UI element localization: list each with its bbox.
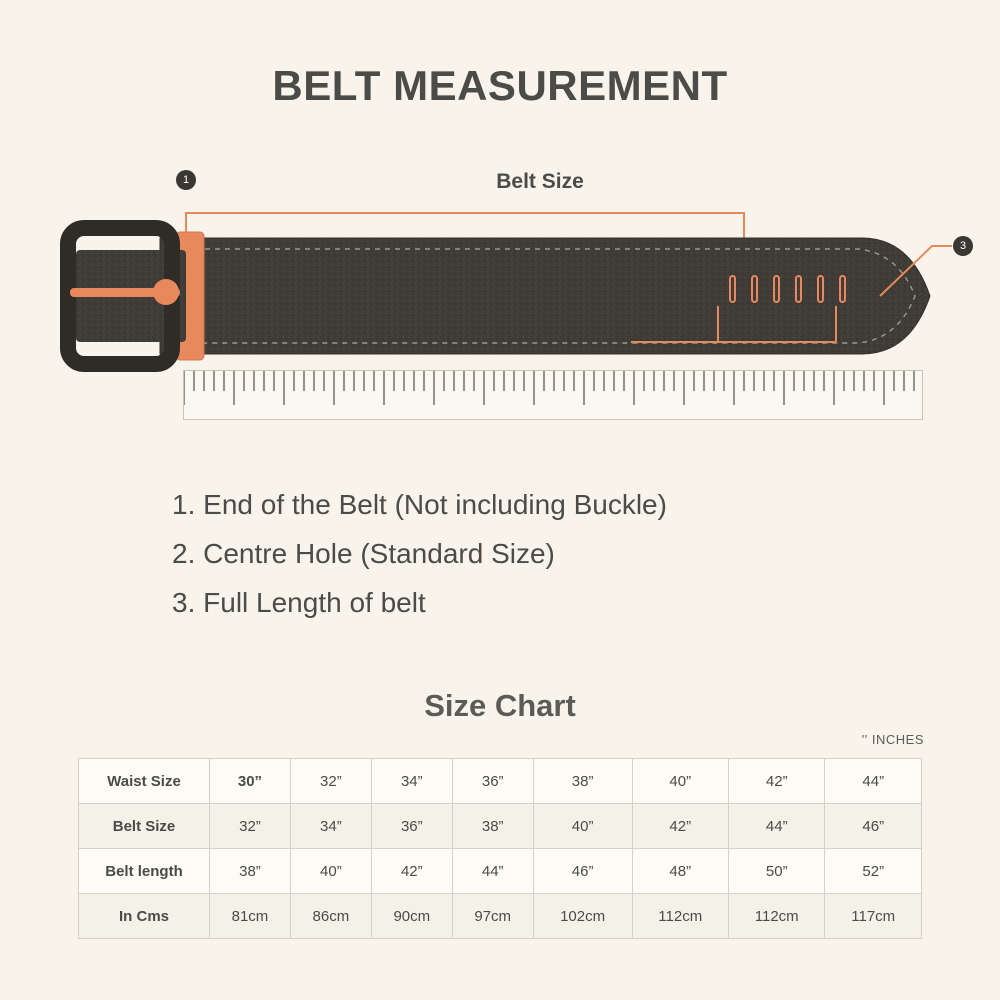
table-cell: 38” — [452, 804, 533, 849]
legend-text: End of the Belt (Not including Buckle) — [203, 489, 667, 520]
table-row — [79, 759, 922, 804]
table-cell: 34” — [371, 759, 452, 804]
table-cell: 42” — [632, 804, 728, 849]
table-cell: 117cm — [825, 894, 922, 939]
list-item — [172, 480, 872, 529]
table-row — [79, 849, 922, 894]
callout-badge-1: 1 — [176, 170, 196, 190]
table-cell: 36” — [371, 804, 452, 849]
list-item — [172, 529, 872, 578]
legend-text: Centre Hole (Standard Size) — [203, 538, 555, 569]
legend-list — [172, 480, 872, 627]
table-cell: 42” — [729, 759, 825, 804]
table-cell: 112cm — [632, 894, 728, 939]
table-row — [79, 804, 922, 849]
table-cell: 86cm — [290, 894, 371, 939]
size-chart-unit-note: '' INCHES — [861, 732, 924, 747]
legend-number: 2. — [172, 538, 196, 569]
table-cell: 112cm — [729, 894, 825, 939]
row-header: Belt length — [79, 849, 210, 894]
table-cell: 42” — [371, 849, 452, 894]
table-cell: 34” — [290, 804, 371, 849]
table-cell: 38” — [533, 759, 632, 804]
table-cell: 38” — [210, 849, 291, 894]
legend-number: 3. — [172, 587, 196, 618]
table-cell: 46” — [825, 804, 922, 849]
table-cell: 32” — [210, 804, 291, 849]
table-cell: 81cm — [210, 894, 291, 939]
legend-text: Full Length of belt — [203, 587, 426, 618]
table-cell: 30” — [210, 759, 291, 804]
table-cell: 90cm — [371, 894, 452, 939]
table-cell: 44” — [729, 804, 825, 849]
row-header: Belt Size — [79, 804, 210, 849]
size-chart-table — [78, 758, 922, 939]
table-cell: 40” — [290, 849, 371, 894]
table-cell: 40” — [533, 804, 632, 849]
table-cell: 46” — [533, 849, 632, 894]
size-chart-title: Size Chart — [424, 688, 576, 723]
table-cell: 32” — [290, 759, 371, 804]
legend-number: 1. — [172, 489, 196, 520]
table-cell: 44” — [452, 849, 533, 894]
row-header: Waist Size — [79, 759, 210, 804]
row-header: In Cms — [79, 894, 210, 939]
table-cell: 44” — [825, 759, 922, 804]
belt-size-label: Belt Size — [496, 170, 584, 193]
table-cell: 50” — [729, 849, 825, 894]
page-title: BELT MEASUREMENT — [272, 62, 728, 109]
table-cell: 48” — [632, 849, 728, 894]
ruler-graphic — [183, 370, 923, 420]
table-cell: 97cm — [452, 894, 533, 939]
table-cell: 36” — [452, 759, 533, 804]
table-row — [79, 894, 922, 939]
table-cell: 52” — [825, 849, 922, 894]
callout-badge-3: 3 — [953, 236, 973, 256]
table-cell: 102cm — [533, 894, 632, 939]
table-cell: 40” — [632, 759, 728, 804]
list-item — [172, 578, 872, 627]
